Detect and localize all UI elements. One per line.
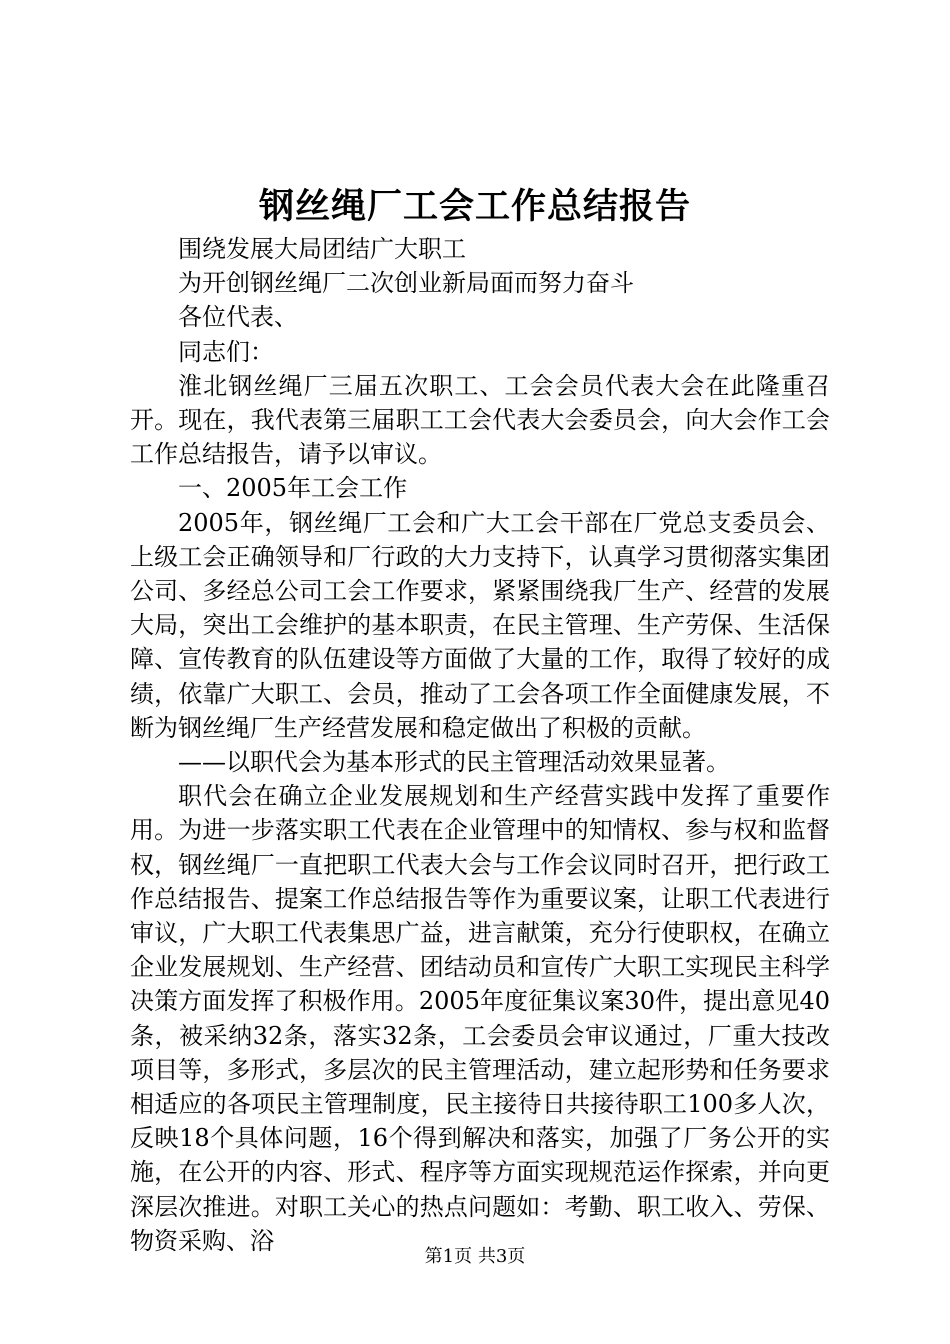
- document-title: 钢丝绳厂工会工作总结报告: [258, 186, 691, 227]
- subtitle-line-1: 围绕发展大局团结广大职工: [178, 235, 466, 263]
- summary-paragraph: 2005年，钢丝绳厂工会和广大工会干部在厂党总支委员会、上级工会正确领导和厂行政的大力支持下，认真学习贯彻落实集团公司、多经总公司工会工作要求，紧紧围绕我厂生产、经营的发展大局，突出工会维护的基本职责，在民主管理、生产劳保、生活保障、宣传教育的队伍建设等方面做了大量的工作，取得了较好的成绩，依靠广大职工、会员，推动了工会各项工作全面健康发展，不断为钢丝绳厂生产经营发展和稳定做出了积极的贡献。: [130, 508, 830, 742]
- subsection-heading: ——以职代会为基本形式的民主管理活动效果显著。: [178, 748, 730, 777]
- salutation-line-1: 各位代表、: [178, 303, 298, 332]
- page-footer: [0, 1244, 950, 1270]
- subtitle-line-2: 为开创钢丝绳厂二次创业新局面而努力奋斗: [178, 269, 634, 298]
- detail-paragraph: 职代会在确立企业发展规划和生产经营实践中发挥了重要作用。为进一步落实职工代表在企业管理中的知情权、参与权和监督权，钢丝绳厂一直把职工代表大会与工作会议同时召开，把行政工作总结报告、提案工作总结报告等作为重要议案，让职工代表进行审议，广大职工代表集思广益，进言献策，充分行使职权，在确立企业发展规划、生产经营、团结动员和宣传广大职工实现民主科学决策方面发挥了积极作用。2005年度征集议案30件，提出意见40条，被采纳32条，落实32条，工会委员会审议通过，厂重大技改项目等，多形式，多层次的民主管理活动，建立起形势和任务要求相适应的各项民主管理制度，民主接待日共接待职工100多人次，反映18个具体问题，16个得到解决和落实，加强了厂务公开的实施，在公开的内容、形式、程序等方面实现规范运作探索，并向更深层次推进。对职工关心的热点问题如：考勤、职工收入、劳保、物资采购、浴: [130, 782, 830, 1255]
- section-heading: 一、2005年工会工作: [178, 474, 408, 503]
- page-number: 第1页: [424, 1246, 473, 1267]
- intro-paragraph: 淮北钢丝绳厂三届五次职工、工会会员代表大会在此隆重召开。现在，我代表第三届职工工会代表大会委员会，向大会作工会工作总结报告，请予以审议。: [130, 371, 830, 469]
- salutation-line-2: 同志们：: [178, 337, 274, 366]
- document-body: [130, 232, 830, 1258]
- page-total: 共3页: [477, 1246, 526, 1267]
